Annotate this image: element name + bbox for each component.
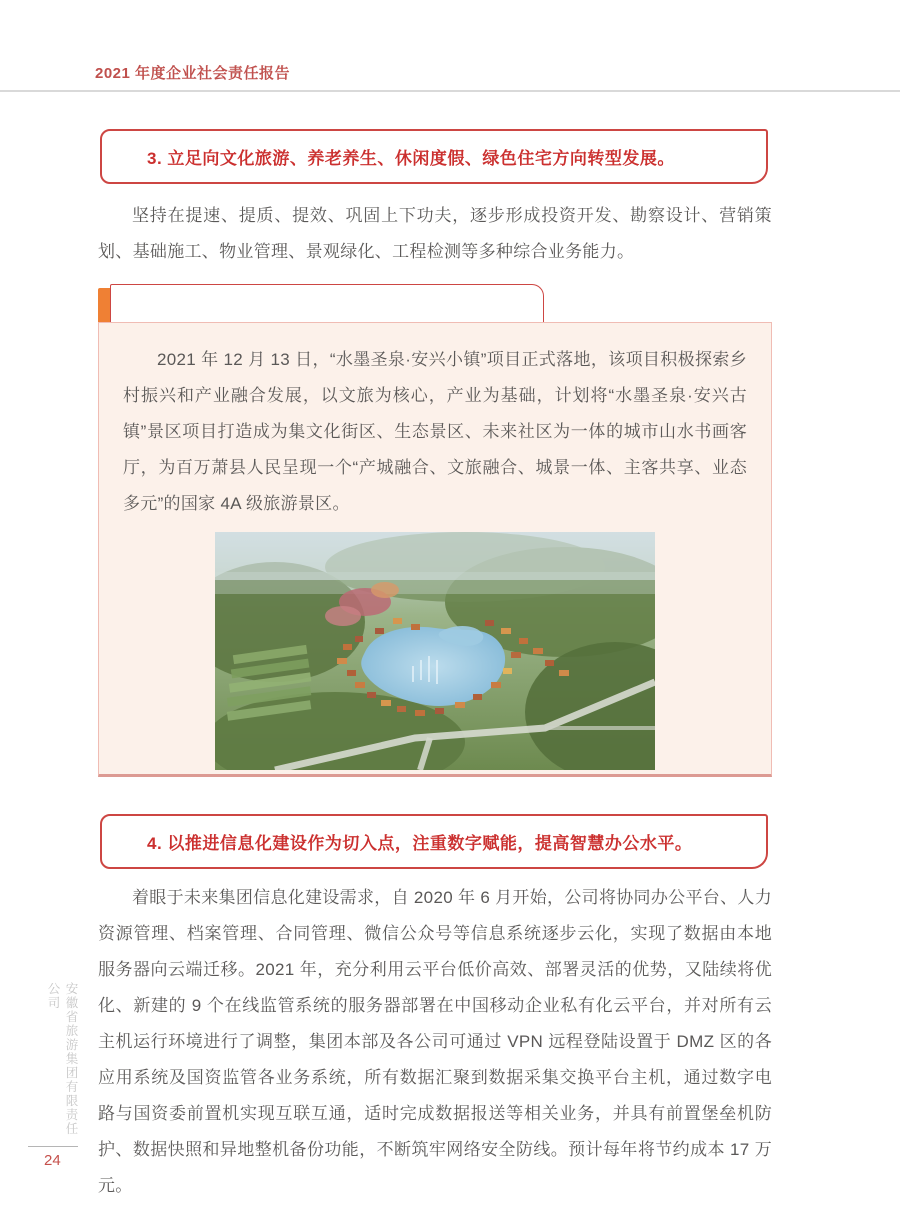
section-4-heading-box (100, 814, 768, 869)
section-3-paragraph: 坚持在提速、提质、提效、巩固上下功夫，逐步形成投资开发、勘察设计、营销策划、基础施工、物业管理、景观绿化、工程检测等多种综合业务能力。 (98, 206, 772, 261)
section-3-heading-box (100, 129, 768, 184)
report-title: 2021 年度企业社会责任报告 (95, 65, 291, 82)
section-4-heading: 4. 以推进信息化建设作为切入点，注重数字赋能，提高智慧办公水平。 (147, 834, 693, 853)
case-study-tab-label: 安兴发展：创新旅游产品开发模式、打造文旅精品工程 (112, 296, 509, 313)
sidebar-company-name: 安徽省旅游集团有限责任公司 (46, 982, 78, 1136)
page-number: 24 (44, 1152, 61, 1169)
case-study-panel (98, 322, 772, 777)
case-study-tab (98, 288, 528, 322)
header-divider (0, 90, 900, 92)
anxing-aerial-image (215, 532, 655, 770)
footer-divider (28, 1146, 78, 1147)
section-4-paragraph: 着眼于未来集团信息化建设需求，自 2020 年 6 月开始，公司将协同办公平台、人力资源管理、档案管理、合同管理、微信公众号等信息系统逐步云化，实现了数据由本地服务器向云端迁移。2021 年，充分利用云平台低价高效、部署灵活的优势，又陆续将优化、新建的 9 个在线监管系统的服务器部署在中国移动企业私有化云平台，并对所有云主机运行环境进行了调整，集团本部及各公司可通过 VPN 远程登陆设置于 DMZ 区的各应用系统及国资监管各业务系统，所有数据汇聚到数据采集交换平台主机，通过数字电路与国资委前置机实现互联互通，适时完成数据报送等相关业务，并具有前置堡垒机防护、数据快照和异地整机备份功能，不断筑牢网络安全防线。预计每年将节约成本 17 万元。 (98, 888, 772, 1195)
section-3-heading: 3. 立足向文化旅游、养老养生、休闲度假、绿色住宅方向转型发展。 (147, 149, 675, 168)
case-study-paragraph: 2021 年 12 月 13 日，“水墨圣泉·安兴小镇”项目正式落地，该项目积极探索乡村振兴和产业融合发展，以文旅为核心，产业为基础，计划将“水墨圣泉·安兴古镇”景区项目打造成为集文化街区、生态景区、未来社区为一体的城市山水书画客厅，为百万萧县人民呈现一个“产城融合、文旅融合、城景一体、主客共享、业态多元”的国家 4A 级旅游景区。 (123, 350, 747, 513)
